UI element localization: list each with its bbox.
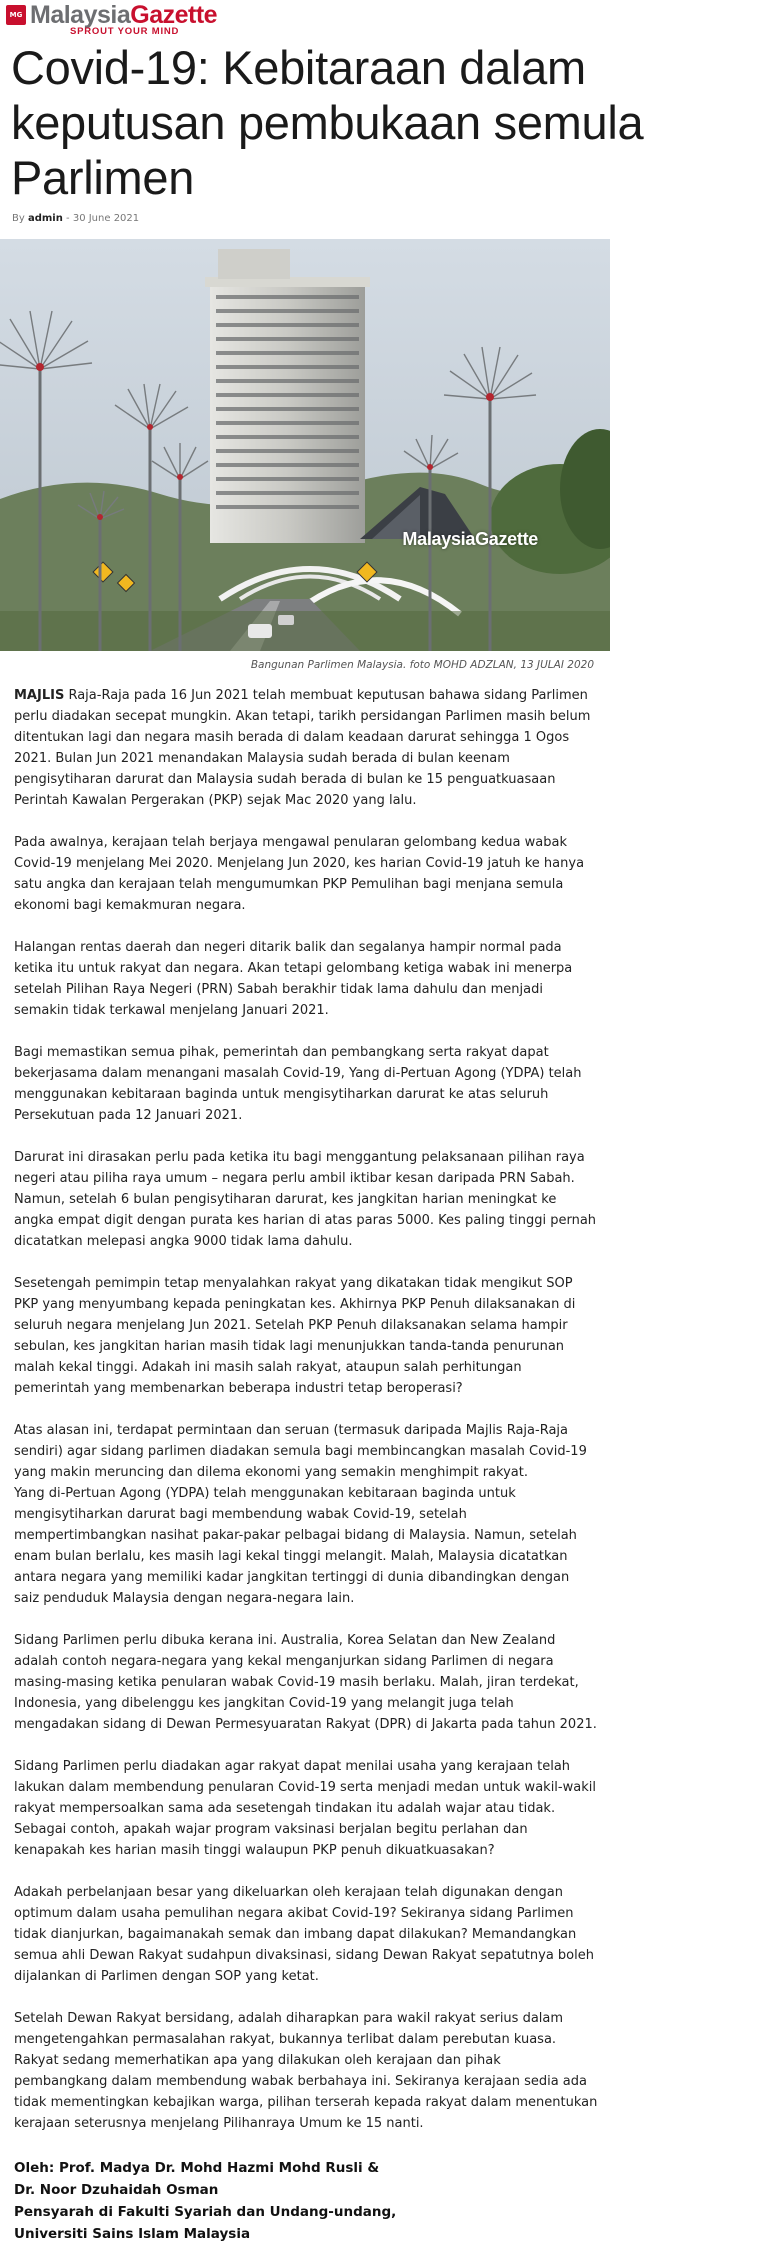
logo-tagline: SPROUT YOUR MIND bbox=[70, 26, 180, 37]
article-body bbox=[0, 685, 610, 2245]
article-paragraph-9: Sidang Parlimen perlu dibuka kerana ini. Australia, Korea Selatan dan New Zealand adalah contoh negara-negara yang kekal menganjurkan sidang Parlimen di negara masing-masing ketika penularan wabak Covid-19 masih berlaku. Malah, jiran terdekat, Indonesia, yang dibelenggu kes jangkitan Covid-19 yang melangit juga telah mengadakan sidang di Dewan Permesyuaratan Rakyat (DPR) di Jakarta pada tahun 2021. bbox=[14, 1633, 597, 1732]
article-paragraph-3: Halangan rentas daerah dan negeri ditarik balik dan segalanya hampir normal pada ketika itu untuk rakyat dan negara. Akan tetapi gelombang ketiga wabak ini menerpa setelah Pilihan Raya Negeri (PRN) Sabah berakhir tidak lama dahulu dan menjadi semakin tidak terkawal menjelang Januari 2021. bbox=[14, 940, 573, 1018]
author-credits bbox=[14, 2155, 598, 2245]
hero-image bbox=[0, 239, 610, 651]
image-caption: Bangunan Parlimen Malaysia. foto MOHD ADZLAN, 13 JULAI 2020 bbox=[250, 659, 594, 671]
article-title: Covid-19: Kebitaraan dalam keputusan pembukaan semula Parlimen bbox=[11, 41, 644, 204]
byline-prefix: By bbox=[12, 213, 25, 224]
article-byline bbox=[0, 205, 768, 231]
parliament-photo bbox=[0, 239, 610, 651]
article-paragraph-6: Sesetengah pemimpin tetap menyalahkan rakyat yang dikatakan tidak mengikut SOP PKP yang menyumbang kepada peningkatan kes. Akhirnya PKP Penuh dilaksanakan di seluruh negara menjelang Jun 2021. Setelah PKP Penuh dilaksanakan selama hampir sebulan, kes jangkitan harian masih tidak lagi menunjukkan tanda-tanda penurunan malah kekal tinggi. Adakah ini masih salah rakyat, ataupun salah perhitungan pemerintah yang membenarkan beberapa industri tetap beroperasi? bbox=[14, 1276, 576, 1396]
article-paragraph-4: Bagi memastikan semua pihak, pemerintah dan pembangkang serta rakyat dapat bekerjasama dalam menangani masalah Covid-19, Yang di-Pertuan Agong (YDPA) telah menggunakan kebitaraan baginda untuk mengisytiharkan darurat ke atas seluruh Persekutuan pada 12 Januari 2021. bbox=[14, 1045, 582, 1123]
article-paragraph-11: Adakah perbelanjaan besar yang dikeluarkan oleh kerajaan telah digunakan dengan optimum dalam usaha pemulihan negara akibat Covid-19? Sekiranya sidang Parlimen tidak dianjurkan, bagaimanakah semak dan imbang dapat dilakukan? Memandangkan semua ahli Dewan Rakyat sudahpun divaksinasi, sidang Dewan Rakyat sepatutnya boleh dijalankan di Parlimen dengan SOP yang ketat. bbox=[14, 1885, 594, 1984]
site-logo[interactable] bbox=[6, 3, 217, 37]
article-paragraph-1 bbox=[14, 685, 598, 811]
article-paragraph-10: Sidang Parlimen perlu diadakan agar rakyat dapat menilai usaha yang kerajaan telah lakukan dalam membendung penularan Covid-19 serta menjadi medan untuk wakil-wakil rakyat mempersoalkan sama ada sesetengah tindakan itu adalah wajar atau tidak. Sebagai contoh, apakah wajar program vaksinasi berjalan begitu perlahan dan kenapakah kes harian masih tinggi walaupun PKP penuh dikuatkuasakan? bbox=[14, 1759, 596, 1858]
article-paragraph-12: Setelah Dewan Rakyat bersidang, adalah diharapkan para wakil rakyat serius dalam mengetengahkan permasalahan rakyat, bukannya terlibat dalam perebutan kuasa. Rakyat sedang memerhatikan apa yang dilakukan oleh kerajaan dan pihak pembangkang dalam membendung wabak berbahaya ini. Sekiranya kerajaan sedia ada tidak mementingkan kebajikan warga, pilihan terserah kepada rakyat dalam menentukan kerajaan seterusnya menjelang Pilihanraya Umum ke 15 nanti. bbox=[14, 2011, 598, 2131]
image-watermark: MalaysiaGazette bbox=[402, 529, 538, 549]
author-line: Dr. Noor Dzuhaidah Osman bbox=[14, 2182, 219, 2198]
author-line: Oleh: Prof. Madya Dr. Mohd Hazmi Mohd Rusli & bbox=[14, 2160, 380, 2176]
author-link[interactable]: admin bbox=[27, 213, 63, 224]
logo-text bbox=[30, 3, 217, 37]
logo-word-gazette: Gazette bbox=[130, 1, 218, 29]
article-date: 30 June 2021 bbox=[72, 213, 140, 224]
logo-word-malaysia: Malaysia bbox=[30, 1, 131, 29]
byline-separator: - bbox=[66, 213, 70, 224]
logo-wordmark bbox=[30, 3, 217, 28]
paragraph-text: Raja-Raja pada 16 Jun 2021 telah membuat keputusan bahawa sidang Parlimen perlu diadakan secepat mungkin. Akan tetapi, tarikh persidangan Parlimen masih belum ditentukan lagi dan negara masih berada di dalam keadaan darurat sehingga 1 Ogos 2021. Bulan Jun 2021 menandakan Malaysia sudah berada di bulan keenam pengisytiharan darurat dan Malaysia sudah berada di bulan ke 15 penguatkuasaan Perintah Kawalan Pergerakan (PKP) sejak Mac 2020 yang lalu. bbox=[14, 688, 591, 808]
site-header bbox=[0, 0, 768, 36]
article-paragraph-5: Darurat ini dirasakan perlu pada ketika itu bagi menggantung pelaksanaan pilihan raya negeri atau piliha raya umum – negara perlu ambil iktibar kesan daripada PRN Sabah. Namun, setelah 6 bulan pengisytiharan darurat, kes jangkitan harian meningkat ke angka empat digit dengan purata kes harian di atas paras 5000. Kes paling tinggi pernah dicatatkan melepasi angka 9000 tidak lama dahulu. bbox=[14, 1150, 597, 1249]
author-line: Universiti Sains Islam Malaysia bbox=[14, 2226, 251, 2242]
author-line: Pensyarah di Fakulti Syariah dan Undang-undang, bbox=[14, 2204, 397, 2220]
article-paragraph-2: Pada awalnya, kerajaan telah berjaya mengawal penularan gelombang kedua wabak Covid-19 menjelang Mei 2020. Menjelang Jun 2020, kes harian Covid-19 jatuh ke hanya satu angka dan kerajaan telah mengumumkan PKP Pemulihan bagi menjana semula ekonomi bagi kemakmuran negara. bbox=[14, 835, 585, 913]
lead-word: MAJLIS bbox=[14, 688, 65, 703]
logo-badge: MG bbox=[6, 5, 26, 25]
article-paragraph-8: Yang di-Pertuan Agong (YDPA) telah menggunakan kebitaraan baginda untuk mengisytiharkan darurat bagi membendung wabak Covid-19, setelah mempertimbangkan nasihat pakar-pakar pelbagai bidang di Malaysia. Namun, setelah enam bulan berlalu, kes masih lagi kekal tinggi melangit. Malah, Malaysia dicatatkan antara negara yang memiliki kadar jangkitan tertinggi di dunia dibandingkan dengan saiz penduduk Malaysia dengan negara-negara lain. bbox=[14, 1486, 577, 1606]
article-paragraph-7: Atas alasan ini, terdapat permintaan dan seruan (termasuk daripada Majlis Raja-Raja sendiri) agar sidang parlimen diadakan semula bagi membincangkan masalah Covid-19 yang makin meruncing dan dilema ekonomi yang semakin menghimpit rakyat. bbox=[14, 1423, 587, 1480]
